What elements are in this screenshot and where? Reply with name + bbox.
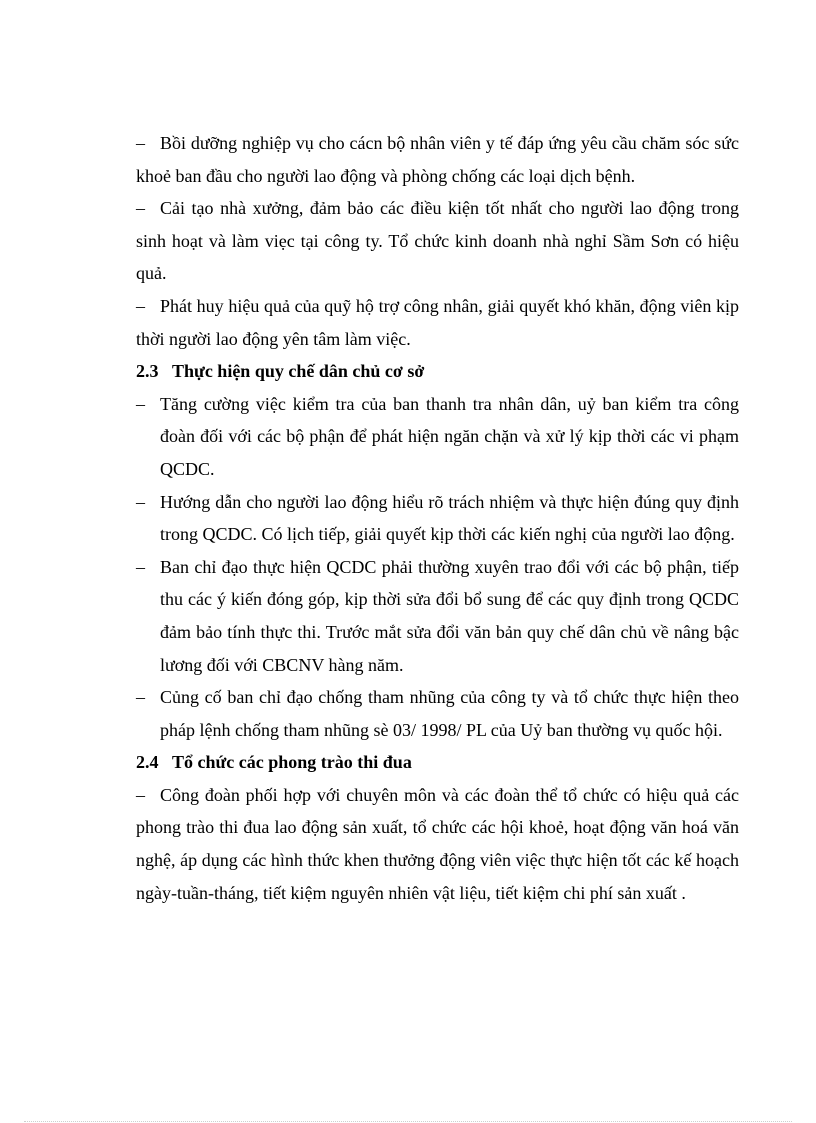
section-title: Thực hiện quy chế dân chủ cơ sở [172, 361, 425, 382]
list-item [136, 388, 739, 486]
dash-marker: – [136, 295, 145, 316]
page-bottom-divider [24, 1121, 792, 1122]
dash-marker: – [136, 198, 145, 219]
list-item-text: Hướng dẫn cho người lao động hiểu rõ trách nhiệm và thực hiện đúng quy định trong QCDC. Có lịch tiếp, giải quyết kịp thời các kiến nghị của người lao động. [160, 491, 739, 545]
list-item-text: Củng cố ban chỉ đạo chống tham nhũng của công ty và tổ chức thực hiện theo pháp lệnh chống tham nhũng sè 03/ 1998/ PL của Uỷ ban thường vụ quốc hội. [160, 687, 739, 740]
list-item-text: Ban chỉ đạo thực hiện QCDC phải thường xuyên trao đổi với các bộ phận, tiếp thu các ý kiến đóng góp, kịp thời sửa đổi bổ sung để các quy định trong QCDC đảm bảo tính thực thi. Trước mắt sửa đổi văn bản quy chế dân chủ về nâng bậc lương đối với CBCNV hàng năm. [160, 556, 739, 675]
section-heading-2-4 [136, 746, 739, 779]
section-number: 2.3 [136, 361, 159, 382]
section-title: Tổ chức các phong trào thi đua [172, 752, 412, 773]
paragraph-text: Bồi dưỡng nghiệp vụ cho cácn bộ nhân viên y tế đáp ứng yêu cầu chăm sóc sức khoẻ ban đầu cho người lao động và phòng chống các loại dịch bệnh. [136, 133, 739, 186]
section-heading-2-3 [136, 355, 739, 388]
dash-marker: – [136, 393, 145, 414]
dash-marker: – [136, 133, 145, 153]
paragraph-emulation [136, 779, 739, 909]
paragraph-factory [136, 192, 739, 290]
paragraph-text: Công đoàn phối hợp với chuyên môn và các đoàn thể tổ chức có hiệu quả các phong trào thi đua lao động sản xuất, tổ chức các hội khoẻ, hoạt động văn hoá văn nghệ, áp dụng các hình thức khen thưởng động viên việc thực hiện tốt các kế hoạch ngày-tuần-tháng, tiết kiệm nguyên nhiên vật liệu, tiết kiệm chi phí sản xuất . [136, 784, 739, 903]
dash-marker: – [136, 556, 145, 577]
dash-marker: – [136, 491, 145, 512]
page-content [136, 127, 739, 909]
dash-marker: – [136, 784, 145, 805]
paragraph-training [136, 127, 739, 192]
list-item [136, 551, 739, 681]
list-item [136, 681, 739, 746]
paragraph-support-fund [136, 290, 739, 355]
section-number: 2.4 [136, 752, 159, 773]
paragraph-text: Cải tạo nhà xưởng, đảm bảo các điều kiện tốt nhất cho người lao động trong sinh hoạt và làm viẹc tại công ty. Tổ chức kinh doanh nhà nghỉ Sầm Sơn có hiệu quả. [136, 198, 739, 284]
list-item-text: Tăng cường việc kiểm tra của ban thanh tra nhân dân, uỷ ban kiểm tra công đoàn đối với các bộ phận để phát hiện ngăn chặn và xử lý kịp thời các vi phạm QCDC. [160, 393, 739, 479]
dash-marker: – [136, 687, 145, 708]
paragraph-text: Phát huy hiệu quả của quỹ hộ trợ công nhân, giải quyết khó khăn, động viên kịp thời người lao động yên tâm làm việc. [136, 295, 739, 349]
list-item [136, 486, 739, 551]
